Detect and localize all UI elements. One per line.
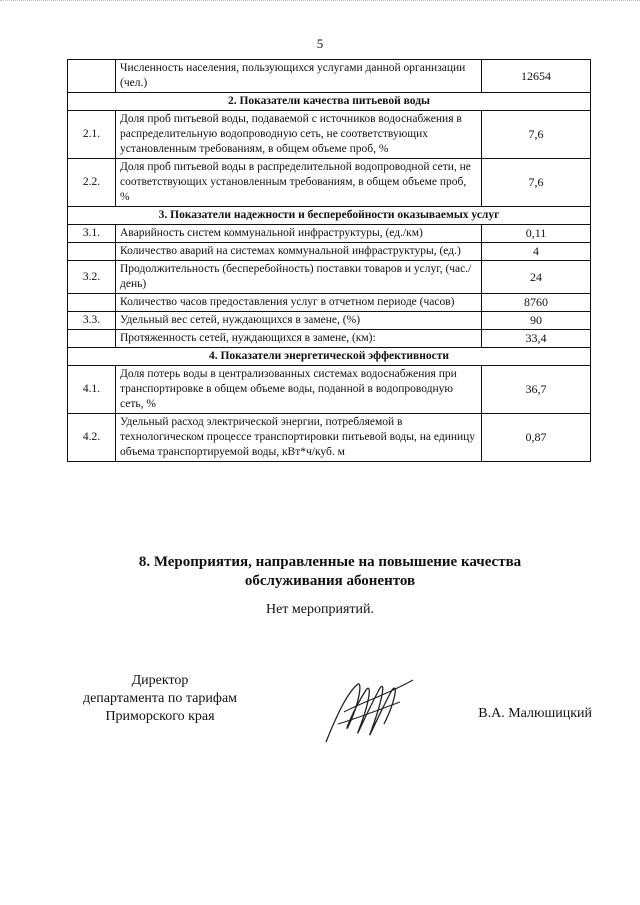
row-number: 3.2. xyxy=(68,261,116,294)
row-number xyxy=(68,294,116,312)
section-8-title-line-2: обслуживания абонентов xyxy=(244,573,416,589)
table-row xyxy=(68,366,591,414)
row-number: 3.1. xyxy=(68,225,116,243)
position-line-1: Директор xyxy=(131,673,189,688)
indicator-value: 12654 xyxy=(482,60,591,93)
indicator-value: 7,6 xyxy=(482,159,591,207)
row-number: 2.2. xyxy=(68,159,116,207)
indicator-name: Доля проб питьевой воды в распределительной водопроводной сети, не соответствующих установленным требованиям, в общем объеме проб, % xyxy=(116,159,482,207)
indicator-value: 0,11 xyxy=(482,225,591,243)
indicator-name: Численность населения, пользующихся услугами данной организации (чел.) xyxy=(116,60,482,93)
top-border xyxy=(0,0,640,2)
handwritten-signature xyxy=(318,672,418,752)
table-row xyxy=(68,159,591,207)
indicator-value: 4 xyxy=(482,243,591,261)
table-row xyxy=(68,294,591,312)
section-header-text: 2. Показатели качества питьевой воды xyxy=(68,93,591,111)
position-line-3: Приморского края xyxy=(105,709,215,724)
table-row xyxy=(68,111,591,159)
indicator-value: 0,87 xyxy=(482,414,591,462)
table-row xyxy=(68,414,591,462)
table-row xyxy=(68,60,591,93)
indicator-name: Удельный вес сетей, нуждающихся в замене, (%) xyxy=(116,312,482,330)
row-number: 3.3. xyxy=(68,312,116,330)
page-number: 5 xyxy=(316,36,324,51)
table-row xyxy=(68,312,591,330)
indicators-table-body xyxy=(68,60,591,462)
indicator-name: Аварийность систем коммунальной инфраструктуры, (ед./км) xyxy=(116,225,482,243)
table-section-header xyxy=(68,93,591,111)
section-8-title xyxy=(100,553,560,591)
row-number: 4.1. xyxy=(68,366,116,414)
row-number xyxy=(68,60,116,93)
indicator-name: Количество аварий на системах коммунальной инфраструктуры, (ед.) xyxy=(116,243,482,261)
indicator-value: 7,6 xyxy=(482,111,591,159)
table-row xyxy=(68,330,591,348)
position-line-2: департамента по тарифам xyxy=(82,691,238,706)
row-number xyxy=(68,243,116,261)
indicator-name: Удельный расход электрической энергии, потребляемой в технологическом процессе транспортировки питьевой воды, на единицу объема транспортируемой воды, кВт*ч/куб. м xyxy=(116,414,482,462)
indicator-name: Доля потерь воды в централизованных системах водоснабжения при транспортировке в общем объеме воды, поданной в водопроводную сеть, % xyxy=(116,366,482,414)
table-row xyxy=(68,225,591,243)
indicator-value: 24 xyxy=(482,261,591,294)
table-row xyxy=(68,243,591,261)
row-number xyxy=(68,330,116,348)
indicators-table xyxy=(67,59,591,462)
row-number: 4.2. xyxy=(68,414,116,462)
indicator-name: Доля проб питьевой воды, подаваемой с источников водоснабжения в распределительную водопроводную сеть, не соответствующих установленным требованиям, в общем объеме проб, % xyxy=(116,111,482,159)
table-row xyxy=(68,261,591,294)
signatory-name: В.А. Малюшицкий xyxy=(478,706,592,721)
table-section-header xyxy=(68,348,591,366)
indicator-value: 90 xyxy=(482,312,591,330)
section-header-text: 4. Показатели энергетической эффективности xyxy=(68,348,591,366)
signatory-position xyxy=(55,672,265,726)
table-section-header xyxy=(68,207,591,225)
indicator-name: Продолжительность (бесперебойность) поставки товаров и услуг, (час./день) xyxy=(116,261,482,294)
indicator-value: 33,4 xyxy=(482,330,591,348)
indicator-name: Протяженность сетей, нуждающихся в замене, (км): xyxy=(116,330,482,348)
section-header-text: 3. Показатели надежности и бесперебойности оказываемых услуг xyxy=(68,207,591,225)
section-8-body: Нет мероприятий. xyxy=(265,602,375,617)
section-8-title-line-1: 8. Мероприятия, направленные на повышение качества xyxy=(138,554,522,570)
indicator-value: 36,7 xyxy=(482,366,591,414)
row-number: 2.1. xyxy=(68,111,116,159)
indicator-name: Количество часов предоставления услуг в отчетном периоде (часов) xyxy=(116,294,482,312)
indicator-value: 8760 xyxy=(482,294,591,312)
